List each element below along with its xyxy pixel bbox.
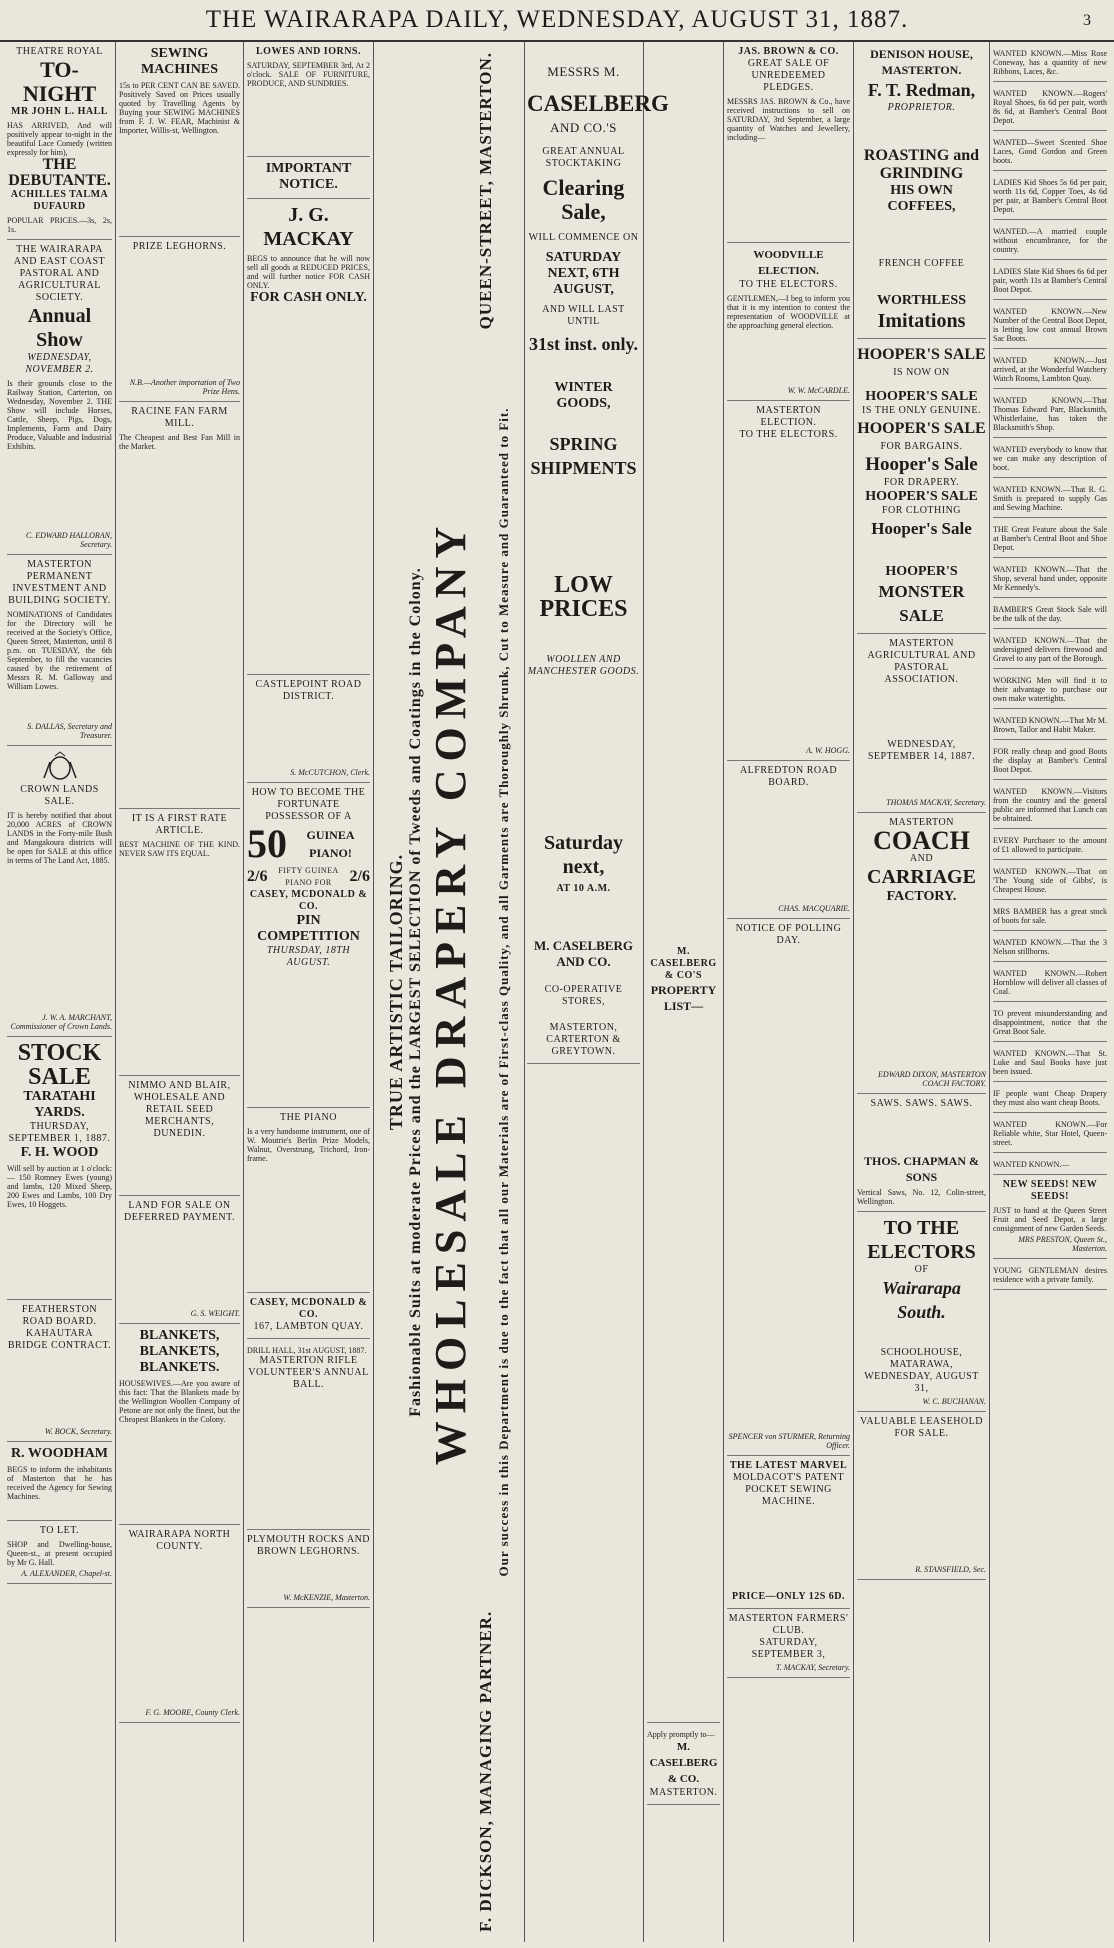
piano2-title: THE PIANO xyxy=(280,1112,337,1123)
masthead-title: THE WAIRARAPA DAILY, WEDNESDAY, AUGUST 31, 1887. xyxy=(205,6,909,33)
masterton-signature: A. W. HOGG. xyxy=(806,746,850,755)
featherston-subtitle: KAHAUTARA BRIDGE CONTRACT. xyxy=(7,1328,112,1351)
prize-leghorns-ad xyxy=(119,237,240,402)
wanted-known-item xyxy=(993,300,1107,349)
property-title: PROPERTY LIST— xyxy=(650,983,717,1013)
coach-signature: EDWARD DIXON, MASTERTON COACH FACTORY. xyxy=(878,1070,986,1088)
coach-factory-ad xyxy=(857,813,986,1094)
apply-town: MASTERTON. xyxy=(649,1787,718,1798)
wanted-known-item xyxy=(993,1113,1107,1153)
caselberg-winter: WINTER GOODS, xyxy=(554,380,613,411)
featherston-signature: W. BOCK, Secretary. xyxy=(44,1427,112,1436)
wanted-known-text: WANTED KNOWN.—That R. G. Smith is prepared to supply Gas and Sewing Machine. xyxy=(993,485,1107,512)
column-2 xyxy=(116,42,244,1942)
north-signature: F. G. MOORE, County Clerk. xyxy=(145,1708,240,1717)
wanted-known-item xyxy=(993,860,1107,900)
newspaper-columns xyxy=(4,42,1110,1942)
caselberg-spring: SPRING SHIPMENTS xyxy=(530,434,637,478)
wanted-known-item xyxy=(993,349,1107,389)
north-title: WAIRARAPA NORTH COUNTY. xyxy=(128,1529,231,1552)
coach-title: MASTERTON xyxy=(889,817,954,828)
wanted-known-item xyxy=(993,518,1107,558)
wanted-known-text: WANTED KNOWN.— xyxy=(993,1160,1070,1169)
wanted-known-item xyxy=(993,220,1107,260)
wanted-known-item xyxy=(993,1002,1107,1042)
wanted-known-text: WANTED KNOWN.—That Thomas Edward Parr, Blacksmith, Whistlerlaine, has taken the Blacksmith's Shop. xyxy=(993,396,1107,432)
caselberg-firm3: M. CASELBERG AND CO. xyxy=(534,938,633,969)
woodville-text: GENTLEMEN,—I beg to inform you that it is my intention to contest the representation of WOODVILLE at the approaching general election. xyxy=(727,294,850,330)
alfredton-ad xyxy=(727,761,850,919)
valuable-title: VALUABLE LEASEHOLD FOR SALE. xyxy=(860,1416,983,1439)
crown-lands-ad xyxy=(7,746,112,1037)
caselberg-woollen: WOOLLEN AND MANCHESTER GOODS. xyxy=(527,654,640,677)
young-gentleman-ad xyxy=(993,1259,1107,1290)
polling-day-ad xyxy=(727,919,850,1456)
masterton-title: MASTERTON ELECTION. xyxy=(756,405,821,428)
drapery-address: QUEEN-STREET, MASTERTON. xyxy=(476,52,495,330)
blankets-text: HOUSEWIVES.—Are you aware of this fact: That the Blankets made by the Wellington Woollen Company of Petone are not only the finest, but the Cheapest Blankets in the Colony. xyxy=(119,1379,240,1424)
agri-date: WEDNESDAY, SEPTEMBER 14, 1887. xyxy=(867,739,976,762)
featherston-ad xyxy=(7,1300,112,1442)
woodville-election-ad xyxy=(727,243,850,401)
wanted-known-item xyxy=(993,478,1107,518)
wanted-known-text: BAMBER'S Great Stock Sale will be the talk of the day. xyxy=(993,605,1107,623)
agri-association-ad xyxy=(857,634,986,813)
castlepoint-signature: S. McCUTCHON, Clerk. xyxy=(290,768,370,777)
hooper-sale-6: Hooper's Sale xyxy=(871,519,972,538)
seeds-signature: MRS PRESTON, Queen St., Masterton. xyxy=(1018,1235,1107,1253)
woodville-sub: TO THE ELECTORS. xyxy=(739,279,838,290)
wanted-known-item xyxy=(993,931,1107,962)
stock-headline: STOCK SALE xyxy=(17,1040,102,1090)
property-list-ad xyxy=(647,942,720,1723)
wanted-known-item xyxy=(993,1153,1107,1175)
apply-firm: M. CASELBERG & CO. xyxy=(649,1741,718,1785)
piano-comp: PIN COMPETITION xyxy=(257,913,360,944)
property-firm: M. CASELBERG & CO'S xyxy=(650,946,717,981)
razor-text: BEST MACHINE OF THE KIND. NEVER SAW ITS EQUAL. xyxy=(119,840,240,858)
coach-and: AND xyxy=(909,853,934,864)
wanted-known-text: TO prevent misunderstanding and disappointment, notice that the Great Boot Sale. xyxy=(993,1009,1107,1036)
wanted-known-text: FOR really cheap and good Boots the display at Bamber's Central Boot Depot. xyxy=(993,747,1107,774)
caselberg-firm2: AND CO.'S xyxy=(550,120,617,135)
piano-date: THURSDAY, 18TH AUGUST. xyxy=(266,945,351,968)
apply-text: Apply promptly to— xyxy=(647,1730,715,1739)
crown-title: CROWN LANDS SALE. xyxy=(20,784,99,807)
sewing-machine-ad xyxy=(119,42,240,237)
marvel-sub: MOLDACOT'S PATENT POCKET SEWING MACHINE. xyxy=(732,1472,845,1507)
castlepoint-title: CASTLEPOINT ROAD DISTRICT. xyxy=(255,679,362,702)
union-title: MASTERTON FARMERS' CLUB. xyxy=(728,1613,849,1636)
piano2-text: Is a very handsome instrument, one of W. Moutrie's Berlin Prize Models, Walnut, Overstrung, Trichord, Iron-frame. xyxy=(247,1127,370,1163)
electors-sub: OF xyxy=(914,1264,929,1275)
leasehold-ad xyxy=(857,1412,986,1580)
wanted-known-item xyxy=(993,740,1107,780)
apply-caselberg xyxy=(647,1723,720,1805)
denison-coffee: HIS OWN COFFEES, xyxy=(887,183,956,214)
casey-address-text: 167, LAMBTON QUAY. xyxy=(253,1321,364,1332)
wanted-known-item xyxy=(993,1042,1107,1082)
piano-firm: CASEY, MCDONALD & CO. xyxy=(249,889,368,912)
crown-text: IT is hereby notified that about 20,000 ACRES of CROWN LANDS in the Forty-mile Bush and Mangakoura districts will be open for SALE at this office in terms of The Land Act, 1885. xyxy=(7,811,112,865)
razor-ad xyxy=(119,809,240,1076)
wanted-known-text: WANTED KNOWN.—For Reliable white, Star Hotel, Queen-street. xyxy=(993,1120,1107,1147)
caselberg-stores: CO-OPERATIVE STORES, xyxy=(544,984,623,1007)
denison-roasting: ROASTING and GRINDING xyxy=(863,147,980,182)
caselberg-date: SATURDAY NEXT, 6TH AUGUST, xyxy=(545,250,622,297)
seeds-text: JUST to hand at the Queen Street Fruit and Seed Depot, a large consignment of new Garden Seeds. xyxy=(993,1206,1107,1233)
land-signature: G. S. WEIGHT. xyxy=(190,1309,240,1318)
electors-title: TO THE ELECTORS xyxy=(867,1217,976,1263)
sewing-title: SEWING MACHINES xyxy=(140,46,218,77)
wanted-known-item xyxy=(993,962,1107,1002)
wanted-known-text: WANTED KNOWN.—That on 'The Young side of Gibbs', is Cheapest House. xyxy=(993,867,1107,894)
hooper-clothing: FOR CLOTHING xyxy=(881,505,962,516)
wanted-known-item xyxy=(993,709,1107,740)
mackay-name: J. G. MACKAY xyxy=(263,204,354,250)
denison-worthless: WORTHLESS xyxy=(877,293,966,308)
caselberg-towns: MASTERTON, CARTERTON & GREYTOWN. xyxy=(546,1022,621,1057)
wanted-known-text: WANTED KNOWN.—That Mr M. Brown, Tailor and Habit Maker. xyxy=(993,716,1107,734)
wanted-known-text: WANTED KNOWN.—Miss Rose Coneway, has a quantity of new Ribbons, Laces, &c. xyxy=(993,49,1107,76)
building-society-ad xyxy=(7,555,112,746)
saws-ad xyxy=(857,1094,986,1212)
alfredton-title: ALFREDTON ROAD BOARD. xyxy=(739,765,838,788)
blankets-ad xyxy=(119,1324,240,1525)
wanted-known-text: THE Great Feature about the Sale at Bamber's Central Boot and Shoe Depot. xyxy=(993,525,1107,552)
union-date: SATURDAY, SEPTEMBER 3, xyxy=(751,1637,826,1660)
drapery-line1: Fashionable Suits at moderate Prices and the LARGEST SELECTION of Tweeds and Coatings in the Colony. xyxy=(407,567,424,1417)
caselberg-sale-ad xyxy=(527,42,669,1064)
stock-date: THURSDAY, SEPTEMBER 1, 1887. xyxy=(8,1121,111,1144)
plymouth-signature: W. McKENZIE, Masterton. xyxy=(283,1593,370,1602)
wanted-known-text: WANTED KNOWN.—That the 3 Nelson stillborns. xyxy=(993,938,1107,956)
wanted-known-item xyxy=(993,131,1107,171)
wanted-known-text: WANTED KNOWN.—That St. Luke and Saul Books have just been issued. xyxy=(993,1049,1107,1076)
wanted-known-text: WANTED KNOWN.—Visitors from the country and the general public are informed that Lunch can be obtained. xyxy=(993,787,1107,823)
racine-title: RACINE FAN FARM MILL. xyxy=(131,406,228,429)
leghorns-title: PRIZE LEGHORNS. xyxy=(132,241,227,252)
wanted-known-item xyxy=(993,629,1107,669)
wanted-known-text: WANTED KNOWN.—That the Shop, several hand under, opposite Mr Kennedy's. xyxy=(993,565,1107,592)
wanted-known-item xyxy=(993,900,1107,931)
new-seeds-ad xyxy=(993,1175,1107,1259)
coach-headline: COACH xyxy=(873,826,970,855)
piano-competition-ad xyxy=(247,783,370,1108)
wanted-known-item xyxy=(993,1082,1107,1113)
crown-signature: J. W. A. MARCHANT, Commissioner of Crown Lands. xyxy=(10,1013,112,1031)
caselberg-headline: Clearing Sale, xyxy=(542,175,625,224)
marvel-price: PRICE—ONLY 12S 6D. xyxy=(732,1591,845,1602)
hooper-hoopers: HOOPER'S xyxy=(885,564,958,579)
plymouth-rocks-ad xyxy=(247,1530,370,1608)
hooper-sale-5: HOOPER'S SALE xyxy=(865,489,978,504)
wanted-known-item xyxy=(993,171,1107,220)
piano-description xyxy=(247,1108,370,1293)
coach-factory: FACTORY. xyxy=(886,889,957,904)
royal-crest-icon xyxy=(40,752,80,782)
denison-name: F. T. Redman, xyxy=(867,80,976,100)
theatre-venue: THEATRE ROYAL xyxy=(16,46,103,57)
masterton-election-ad xyxy=(727,401,850,761)
hooper-bargains: FOR BARGAINS. xyxy=(880,441,963,452)
lowes-title: LOWES AND IORNS. xyxy=(256,46,361,57)
denison-title: DENISON HOUSE, MASTERTON. xyxy=(870,47,973,77)
hooper-now: IS NOW ON xyxy=(893,367,950,378)
casey-name: CASEY, MCDONALD & CO. xyxy=(249,1297,368,1320)
castlepoint-ad xyxy=(247,675,370,783)
wanted-known-item xyxy=(993,780,1107,829)
denison-imitations: Imitations xyxy=(877,310,966,332)
denison-role: PROPRIETOR. xyxy=(887,102,956,113)
wanted-known-item xyxy=(993,598,1107,629)
theatre-performer: MR JOHN L. HALL xyxy=(11,106,108,117)
wanted-known-text: EVERY Purchaser to the amount of £1 allowed to participate. xyxy=(993,836,1107,854)
stock-text: Will sell by auction at 1 o'clock:— 150 Romney Ewes (young) and lambs, 120 Mixed Sheep, 200 Ewes and Lambs, 100 Dry Ewes, 10 Hoggets. xyxy=(7,1164,112,1209)
piano-headline: GUINEA PIANO! xyxy=(306,828,355,860)
wanted-known-text: LADIES Slate Kid Shoes 6s 6d per pair, worth 11s at Bamber's Central Boot Depot. xyxy=(993,267,1107,294)
hooper-genuine: IS THE ONLY GENUINE. xyxy=(862,405,981,416)
theatre-text: HAS ARRIVED, And will positively appear to-night in the beautiful Lace Comedy (written expressly for him), xyxy=(7,121,112,157)
alfredton-signature: CHAS. MACQUARIE. xyxy=(778,904,850,913)
wanted-known-item xyxy=(993,389,1107,438)
union-signature: T. MACKAY, Secretary. xyxy=(775,1663,850,1672)
page-number: 3 xyxy=(1083,12,1092,29)
wanted-known-text: WANTED KNOWN.—Robert Hornblow will deliver all classes of Coal. xyxy=(993,969,1107,996)
coach-carriage: CARRIAGE xyxy=(867,866,976,888)
agri-title: MASTERTON AGRICULTURAL AND PASTORAL ASSOCIATION. xyxy=(867,638,976,685)
stock-place: TARATAHI YARDS. xyxy=(23,1089,96,1120)
wanted-known-list xyxy=(993,42,1107,1175)
drapery-company-name: WHOLESALE DRAPERY COMPANY xyxy=(426,518,475,1466)
wanted-known-text: LADIES Kid Shoes 5s 6d per pair, worth 11s 6d, Copper Toes, 4s 6d per pair, at Bamber's Central Boot Depot. xyxy=(993,178,1107,214)
building-text: NOMINATIONS of Candidates for the Directory will be received at the Society's Office, Queen Street, Masterton, until 8 p.m. on TUESDAY, the 6th September, to fill the vacancies caused by the retirement of Messrs R. M. Galloway and William Lowes. xyxy=(7,610,112,691)
to-let-text: SHOP and Dwelling-house, Queen-st., at present occupied by Mr G. Hall. xyxy=(7,1540,112,1567)
masthead xyxy=(0,0,1114,42)
drapery-vertical-ad xyxy=(374,42,525,1942)
piano-line: FIFTY GUINEA PIANO FOR xyxy=(278,866,339,887)
woodham-name: R. WOODHAM xyxy=(11,1446,108,1461)
polling-title: NOTICE OF POLLING DAY. xyxy=(735,923,842,946)
mackay-ad xyxy=(247,199,370,675)
show-date: WEDNESDAY, NOVEMBER 2. xyxy=(25,352,94,375)
lowes-text: SATURDAY, SEPTEMBER 3rd, At 2 o'clock. SALE OF FURNITURE, PRODUCE, AND SUNDRIES. xyxy=(247,61,370,88)
to-let-ad xyxy=(7,1521,112,1584)
piano-how: HOW TO BECOME THE FORTUNATE POSSESSOR OF A xyxy=(251,787,366,822)
wanted-known-text: WORKING Men will find it to their advantage to purchase our own make watertights. xyxy=(993,676,1107,703)
column-6 xyxy=(644,42,724,1942)
wanted-known-item xyxy=(993,829,1107,860)
wanted-known-text: IF people want Cheap Drapery they must also want cheap Boots. xyxy=(993,1089,1107,1107)
caselberg-will: WILL COMMENCE ON xyxy=(528,232,639,243)
saws-title: SAWS. SAWS. SAWS. xyxy=(870,1098,973,1109)
denison-french: FRENCH COFFEE xyxy=(878,258,965,269)
show-society: THE WAIRARAPA AND EAST COAST PASTORAL AND AGRICULTURAL SOCIETY. xyxy=(13,244,106,303)
caselberg-intro: MESSRS M. xyxy=(547,64,620,79)
wanted-known-text: WANTED KNOWN.—Rogers' Royal Shoes, 6s 6d per pair, worth 8s 6d, at Bamber's Central Boot Depot. xyxy=(993,89,1107,125)
saws-address: Vertical Saws, No. 12, Colin-street, Wellington. xyxy=(857,1188,986,1206)
electors-date: WEDNESDAY, AUGUST 31, xyxy=(864,1371,979,1394)
theatre-cast: ACHILLES TALMA DUFAURD xyxy=(10,189,109,212)
nimmo-title: NIMMO AND BLAIR, WHOLESALE AND RETAIL SEED MERCHANTS, DUNEDIN. xyxy=(128,1080,231,1139)
blankets-title: BLANKETS, BLANKETS, BLANKETS. xyxy=(139,1328,220,1375)
racine-mill-ad xyxy=(119,402,240,809)
caselberg-saturday: Saturday next, xyxy=(544,832,623,878)
polling-signature: SPENCER von STURMER, Returning Officer. xyxy=(728,1432,850,1450)
stock-sale-ad xyxy=(7,1037,112,1300)
caselberg-time: AT 10 A.M. xyxy=(556,883,611,894)
theatre-ad xyxy=(7,42,112,240)
brown-text: MESSRS JAS. BROWN & Co., have received instructions to sell on SATURDAY, 3rd September, a large quantity of Watches and Jewellery, including— xyxy=(727,97,850,142)
show-ad xyxy=(7,240,112,555)
wanted-known-text: WANTED everybody to know that we can make any description of boot. xyxy=(993,445,1107,472)
featherston-title: FEATHERSTON ROAD BOARD. xyxy=(21,1304,98,1327)
agri-signature: THOMAS MACKAY, Secretary. xyxy=(886,798,986,807)
casey-address xyxy=(247,1293,370,1339)
important-notice xyxy=(247,157,370,199)
drapery-line1b: TRUE ARTISTIC TAILORING. xyxy=(386,853,406,1131)
caselberg-firm: CASELBERG xyxy=(527,91,669,116)
electors-place: Wairarapa South. xyxy=(882,1278,961,1322)
column-3 xyxy=(244,42,374,1942)
lowes-iorns-ad xyxy=(247,42,370,157)
sewing-text: 15s to PER CENT CAN BE SAVED. Positively Saved on Prices usually quoted by Travelling Agents by Buying your SEWING MACHINES from F. J. W. FEAR, Machinist & Importer, Willis-st, Wellington. xyxy=(119,81,240,135)
drill-title: MASTERTON RIFLE VOLUNTEER'S ANNUAL BALL. xyxy=(248,1355,369,1390)
piano-number: 50 xyxy=(247,821,287,866)
hooper-sale-3: HOOPER'S SALE xyxy=(857,420,986,437)
razor-title: IT IS A FIRST RATE ARTICLE. xyxy=(131,813,228,836)
wanted-known-item xyxy=(993,82,1107,131)
wanted-known-text: WANTED KNOWN.—Just arrived, at the Wonderful Watchery Watch Rooms, Lambton Quay. xyxy=(993,356,1107,383)
woodham-ad xyxy=(7,1442,112,1521)
electors-wairarapa-ad xyxy=(857,1212,986,1412)
hooper-sale-4: Hooper's Sale xyxy=(865,454,978,475)
show-text: Is their grounds close to the Railway Station, Carterton, on Wednesday, November 2. THE Show will include Horses, Cattle, Sheep, Pigs, Dogs, Implements, Farm and Dairy Produce, Valuable and Industrial Exhibits. xyxy=(7,379,112,451)
sewing-marvel-ad xyxy=(727,1456,850,1609)
electors-school: SCHOOLHOUSE, MATARAWA, xyxy=(880,1347,963,1370)
to-let-signature: A. ALEXANDER, Chapel-st. xyxy=(21,1569,112,1578)
to-let-title: TO LET. xyxy=(39,1525,80,1536)
young-text: YOUNG GENTLEMAN desires residence with a private family. xyxy=(993,1266,1107,1284)
woodham-text: BEGS to inform the inhabitants of Masterton that he has received the Agency for Sewing Machines. xyxy=(7,1465,112,1501)
show-signature: C. EDWARD HALLORAN, Secretary. xyxy=(25,531,112,549)
woodville-title: WOODVILLE ELECTION. xyxy=(753,249,824,277)
mackay-cash: FOR CASH ONLY. xyxy=(250,290,367,305)
hooper-monster: MONSTER SALE xyxy=(878,582,965,625)
column-9 xyxy=(990,42,1110,1942)
wanted-known-text: WANTED KNOWN.—That the undersigned delivers firewood and Gravel to any part of the Borough. xyxy=(993,636,1107,663)
racine-text: The Cheapest and Best Fan Mill in the Market. xyxy=(119,433,240,451)
masterton-sub: TO THE ELECTORS. xyxy=(739,429,838,440)
notice-title: IMPORTANT NOTICE. xyxy=(265,161,352,192)
building-title: MASTERTON PERMANENT INVESTMENT AND BUILDING SOCIETY. xyxy=(8,559,111,606)
column-1 xyxy=(4,42,116,1942)
wanted-known-item xyxy=(993,438,1107,478)
hooper-sale-1: HOOPER'S SALE xyxy=(857,346,986,363)
hooper-sale-ad xyxy=(857,339,986,634)
theatre-play: THE DEBUTANTE. xyxy=(8,156,111,189)
farmers-club-ad xyxy=(727,1609,850,1678)
drapery-line4: Our success in this Department is due to the fact that all our Materials are of First-class Quality, and all Garments are Thoroughly Shrunk, Cut to Measure and Guaranteed to Fit. xyxy=(496,407,511,1577)
plymouth-title: PLYMOUTH ROCKS AND BROWN LEGHORNS. xyxy=(247,1534,371,1557)
hooper-sale-2: HOOPER'S SALE xyxy=(865,389,978,404)
caselberg-end: 31st inst. only. xyxy=(528,334,639,354)
wanted-known-text: WANTED KNOWN.—New Number of the Central Boot Depot, is letting low cost annual Brown Sac Boots. xyxy=(993,307,1107,343)
mackay-text: BEGS to announce that he will now sell all goods at REDUCED PRICES, and will further notice FOR CASH ONLY. xyxy=(247,254,370,290)
wanted-known-item xyxy=(993,558,1107,598)
valuable-signature: R. STANSFIELD, Sec. xyxy=(915,1565,986,1574)
stock-auctioneer: F. H. WOOD xyxy=(20,1145,99,1160)
land-title: LAND FOR SALE ON DEFERRED PAYMENT. xyxy=(124,1200,235,1223)
wanted-known-item xyxy=(993,669,1107,709)
deferred-land-ad xyxy=(119,1196,240,1324)
caselberg-low-prices: LOW PRICES xyxy=(539,572,628,622)
wanted-known-text: WANTED.—A married couple without encumbrance, for the country. xyxy=(993,227,1107,254)
nimmo-blair-ad xyxy=(119,1076,240,1196)
caselberg-title: GREAT ANNUAL STOCKTAKING xyxy=(542,146,625,169)
brown-title: JAS. BROWN & CO. xyxy=(738,46,839,57)
column-8 xyxy=(854,42,990,1942)
wanted-known-text: MRS BAMBER has a great stock of boots for sale. xyxy=(993,907,1107,925)
theatre-prices: POPULAR PRICES.—3s, 2s, 1s. xyxy=(7,216,112,234)
seeds-title: NEW SEEDS! NEW SEEDS! xyxy=(1002,1179,1098,1202)
column-7 xyxy=(724,42,854,1942)
brown-headline: GREAT SALE OF UNREDEEMED PLEDGES. xyxy=(747,58,830,93)
saws-firm: THOS. CHAPMAN & SONS xyxy=(864,1154,979,1184)
hooper-drapery: FOR DRAPERY. xyxy=(883,477,960,488)
wanted-known-text: WANTED—Sweet Scented Shoe Laces, Good Gordon and Green boots. xyxy=(993,138,1107,165)
leghorns-signature: N.B.—Another importation of Two Prize Hens. xyxy=(129,378,240,396)
caselberg-until: AND WILL LAST UNTIL xyxy=(542,304,625,327)
woodville-signature: W. W. McCARDLE. xyxy=(787,386,850,395)
denison-house-ad xyxy=(857,42,986,339)
theatre-headline: TO-NIGHT xyxy=(22,57,97,106)
marvel-title: THE LATEST MARVEL xyxy=(729,1460,848,1471)
wanted-known-item xyxy=(993,260,1107,300)
building-signature: S. DALLAS, Secretary and Treasurer. xyxy=(27,722,112,740)
electors-signature: W. C. BUCHANAN. xyxy=(922,1397,986,1406)
drill-text: DRILL HALL, 31st AUGUST, 1887. xyxy=(247,1346,367,1355)
drapery-manager: F. DICKSON, MANAGING PARTNER. xyxy=(476,1610,495,1932)
column-5 xyxy=(524,42,669,1942)
piano-price-right: 2/6 xyxy=(349,868,370,885)
brown-pledges-ad xyxy=(727,42,850,243)
north-county-ad xyxy=(119,1525,240,1723)
piano-price-left: 2/6 xyxy=(247,868,268,885)
show-headline: Annual Show xyxy=(27,305,92,351)
drill-hall-ad xyxy=(247,1339,370,1530)
wanted-known-item xyxy=(993,42,1107,82)
